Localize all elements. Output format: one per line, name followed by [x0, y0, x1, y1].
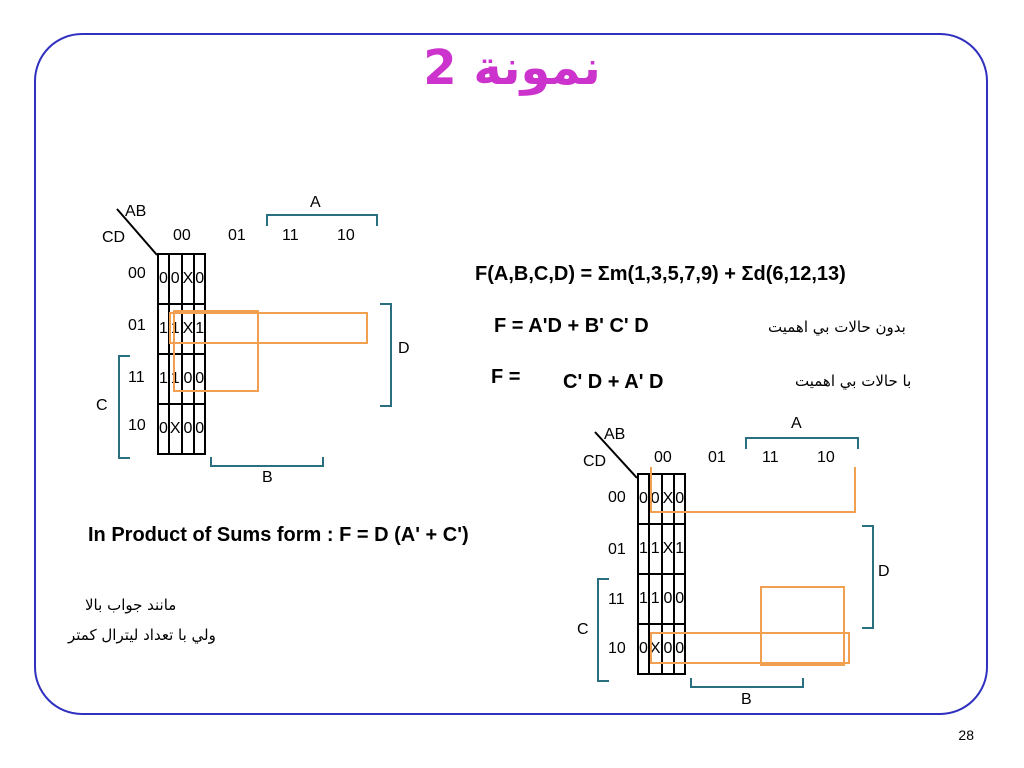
col-header: 00: [654, 449, 672, 466]
kmap-cell: 1: [194, 304, 205, 354]
note-with-dont-cares: با حالات بي اهميت: [795, 372, 912, 390]
group-quad-ac: [760, 586, 845, 666]
col-header: 00: [173, 227, 191, 244]
row-header: 01: [128, 317, 146, 334]
kmap-cell: 1: [649, 524, 662, 574]
kmap-cell: X: [649, 624, 662, 674]
kmap-cell: 0: [662, 624, 675, 674]
kmap-cell: 0: [194, 404, 205, 454]
kmap-cell: 0: [674, 624, 685, 674]
kmap-cell: 1: [169, 354, 182, 404]
group-quad-a-prime-d: [173, 310, 259, 392]
kmap-cell: 1: [158, 354, 169, 404]
kmap-cell: 0: [638, 624, 649, 674]
ab-label: AB: [125, 203, 147, 220]
kmap-cell: X: [662, 524, 675, 574]
kmap-cell: 1: [649, 574, 662, 624]
kmap-cell: 1: [158, 304, 169, 354]
row-header: 00: [128, 265, 146, 282]
col-header: 01: [228, 227, 246, 244]
bracket-a: [745, 437, 859, 449]
note-same-answer: مانند جواب بالا: [85, 596, 177, 614]
note-without-dont-cares: بدون حالات بي اهميت: [768, 318, 906, 336]
kmap-cell: X: [662, 474, 675, 524]
kmap-cell: 0: [674, 474, 685, 524]
kmap-cell: 0: [194, 354, 205, 404]
group-row-00: [650, 467, 856, 513]
result-with-dont-cares: C' D + A' D: [563, 371, 664, 393]
result-without-dont-cares: F = A'D + B' C' D: [494, 315, 649, 337]
kmap-cell: 1: [674, 524, 685, 574]
kmap-cell: X: [169, 404, 182, 454]
row-header: 00: [608, 489, 626, 506]
cd-label: CD: [102, 229, 126, 246]
bracket-a: [266, 214, 378, 226]
col-header: 11: [762, 449, 779, 466]
kmap-cell: 0: [194, 254, 205, 304]
col-header: 10: [817, 449, 835, 466]
row-header: 01: [608, 541, 626, 558]
kmap-cell: 0: [649, 474, 662, 524]
bracket-b: [690, 678, 804, 688]
kmap-cell: 1: [169, 304, 182, 354]
bracket-c: [597, 578, 609, 682]
label-d: D: [398, 340, 410, 357]
bracket-b: [210, 457, 324, 467]
kmap-cell: 0: [169, 254, 182, 304]
bracket-c: [118, 355, 130, 459]
kmap-cell: 0: [662, 574, 675, 624]
pos-form: In Product of Sums form : F = D (A' + C'): [88, 524, 469, 546]
kmap-cell: 0: [158, 254, 169, 304]
label-b: B: [262, 469, 273, 486]
label-c: C: [577, 621, 589, 638]
label-d: D: [878, 563, 890, 580]
kmap-cell: 1: [638, 524, 649, 574]
bracket-d: [862, 525, 874, 629]
bracket-d: [380, 303, 392, 407]
kmap-cell: X: [182, 304, 195, 354]
kmap-cell: 0: [674, 574, 685, 624]
row-header: 10: [608, 640, 626, 657]
function-definition: F(A,B,C,D) = Σm(1,3,5,7,9) + Σd(6,12,13): [475, 263, 846, 285]
result-with-dont-cares-prefix: F =: [491, 366, 521, 388]
row-header: 10: [128, 417, 146, 434]
col-header: 11: [282, 227, 299, 244]
row-header: 11: [608, 591, 625, 608]
ab-label: AB: [604, 426, 626, 443]
kmap-cell: 0: [182, 354, 195, 404]
cd-label: CD: [583, 453, 607, 470]
label-a: A: [791, 415, 802, 432]
col-header: 01: [708, 449, 726, 466]
label-a: A: [310, 194, 321, 211]
kmap-cell: 0: [182, 404, 195, 454]
kmap-cell: X: [182, 254, 195, 304]
kmap-cell: 1: [638, 574, 649, 624]
label-c: C: [96, 397, 108, 414]
col-header: 10: [337, 227, 355, 244]
note-fewer-literals: ولي با تعداد ليترال كمتر: [68, 626, 216, 644]
page-number: 28: [958, 727, 974, 743]
kmap-cell: 0: [638, 474, 649, 524]
slide-title: نمونة 2: [423, 40, 601, 96]
kmap-cell: 0: [158, 404, 169, 454]
label-b: B: [741, 691, 752, 708]
row-header: 11: [128, 369, 145, 386]
